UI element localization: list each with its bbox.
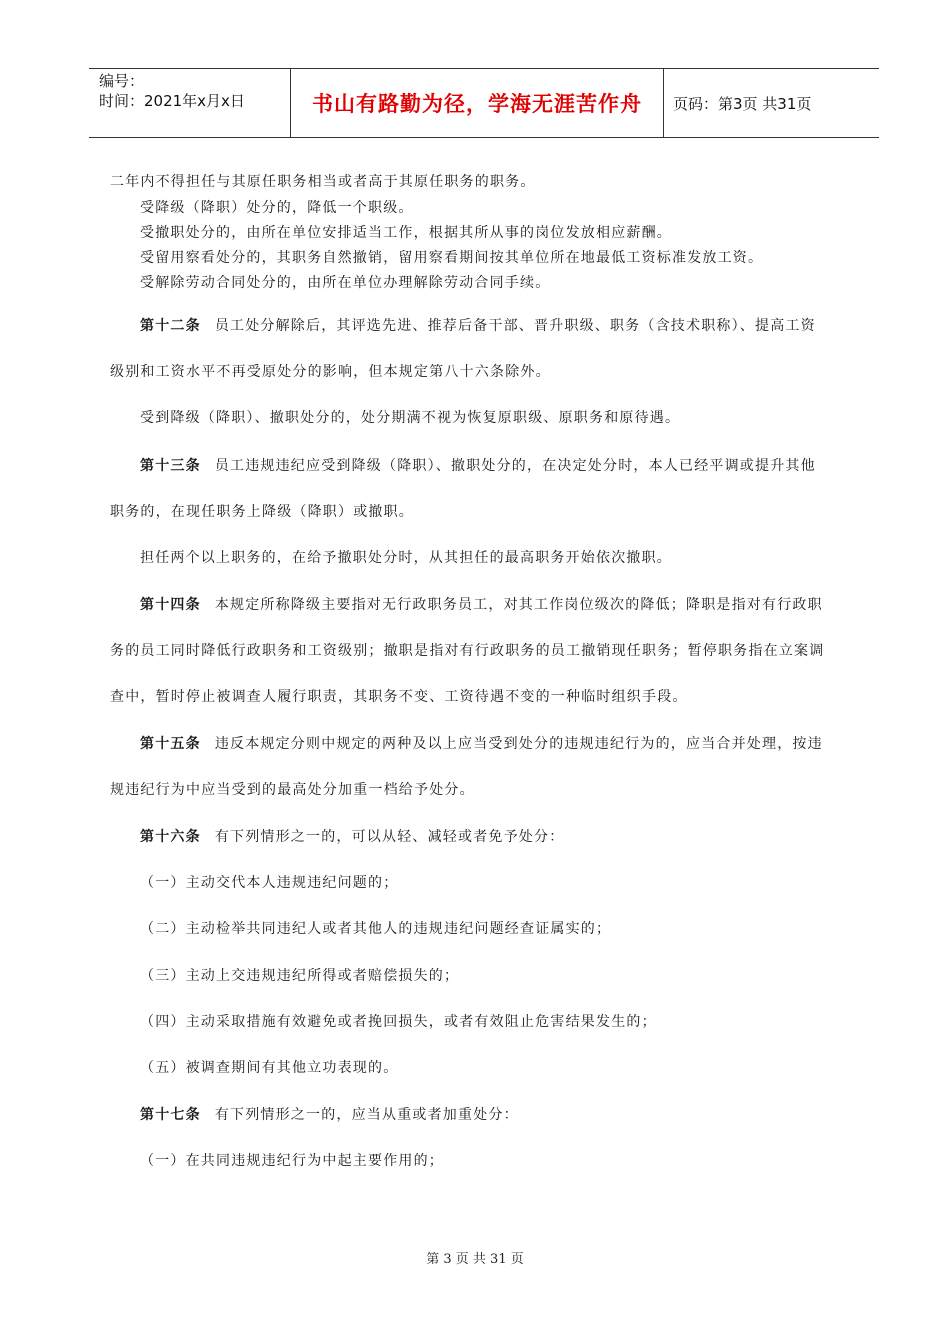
article-text: 本规定所称降级主要指对无行政职务员工，对其工作岗位级次的降低；降职是指对有行政职 xyxy=(214,597,823,613)
text-line: 二年内不得担任与其原任职务相当或者高于其原任职务的职务。 xyxy=(110,174,536,190)
number-label: 编号： xyxy=(99,72,145,90)
text-line: 受撤职处分的，由所在单位安排适当工作，根据其所从事的岗位发放相应薪酬。 xyxy=(140,225,672,241)
page-footer: 第 3 页 共 31 页 xyxy=(426,1252,524,1267)
article-17 xyxy=(140,1104,890,1124)
text-line: 受解除劳动合同处分的，由所在单位办理解除劳动合同手续。 xyxy=(140,275,551,291)
time-label: 时间：2021年x月x日 xyxy=(99,92,245,110)
list-item: （四）主动采取措施有效避免或者挽回损失，或者有效阻止危害结果发生的； xyxy=(140,1014,657,1030)
text-line: 务的员工同时降低行政职务和工资级别；撤职是指对有行政职务的员工撤销现任职务；暂停职务指在立案调 xyxy=(110,643,825,659)
header-page-label: 页码：第3页 共31页 xyxy=(673,94,812,113)
article-text: 有下列情形之一的，应当从重或者加重处分： xyxy=(214,1107,519,1123)
text-line: 担任两个以上职务的，在给予撤职处分时，从其担任的最高职务开始依次撤职。 xyxy=(140,550,672,566)
list-item: （五）被调查期间有其他立功表现的。 xyxy=(140,1060,399,1076)
document-header xyxy=(89,68,879,138)
article-title: 第十四条 xyxy=(140,597,201,613)
article-title: 第十二条 xyxy=(140,318,201,334)
text-line: 受到降级（降职）、撤职处分的，处分期满不视为恢复原职级、原职务和原待遇。 xyxy=(140,410,681,426)
article-14 xyxy=(140,594,890,614)
text-line: 查中，暂时停止被调查人履行职责，其职务不变、工资待遇不变的一种临时组织手段。 xyxy=(110,689,688,705)
article-text: 员工违规违纪应受到降级（降职）、撤职处分的，在决定处分时，本人已经平调或提升其他 xyxy=(214,458,816,474)
article-title: 第十五条 xyxy=(140,736,201,752)
article-title: 第十六条 xyxy=(140,829,201,845)
article-text: 违反本规定分则中规定的两种及以上应当受到处分的违规违纪行为的，应当合并处理，按违 xyxy=(214,736,823,752)
article-title: 第十七条 xyxy=(140,1107,201,1123)
list-item: （三）主动上交违规违纪所得或者赔偿损失的； xyxy=(140,968,460,984)
header-divider xyxy=(663,69,664,137)
text-line: 职务的，在现任职务上降级（降职）或撤职。 xyxy=(110,504,414,520)
article-16 xyxy=(140,826,890,846)
text-line: 规违纪行为中应当受到的最高处分加重一档给予处分。 xyxy=(110,782,475,798)
article-15 xyxy=(140,733,890,753)
text-line: 受留用察看处分的，其职务自然撤销，留用察看期间按其单位所在地最低工资标准发放工资。 xyxy=(140,250,764,266)
list-item: （一）在共同违规违纪行为中起主要作用的； xyxy=(140,1153,444,1169)
article-text: 员工处分解除后，其评选先进、推荐后备干部、晋升职级、职务（含技术职称）、提高工资 xyxy=(214,318,816,334)
list-item: （一）主动交代本人违规违纪问题的； xyxy=(140,875,399,891)
article-12 xyxy=(140,315,890,335)
text-line: 级别和工资水平不再受原处分的影响，但本规定第八十六条除外。 xyxy=(110,364,551,380)
article-13 xyxy=(140,455,890,475)
header-motto: 书山有路勤为径，学海无涯苦作舟 xyxy=(312,92,642,116)
article-text: 有下列情形之一的，可以从轻、减轻或者免予处分： xyxy=(214,829,565,845)
text-line: 受降级（降职）处分的，降低一个职级。 xyxy=(140,200,414,216)
article-title: 第十三条 xyxy=(140,458,201,474)
list-item: （二）主动检举共同违纪人或者其他人的违规违纪问题经查证属实的； xyxy=(140,921,612,937)
header-meta xyxy=(99,71,245,111)
